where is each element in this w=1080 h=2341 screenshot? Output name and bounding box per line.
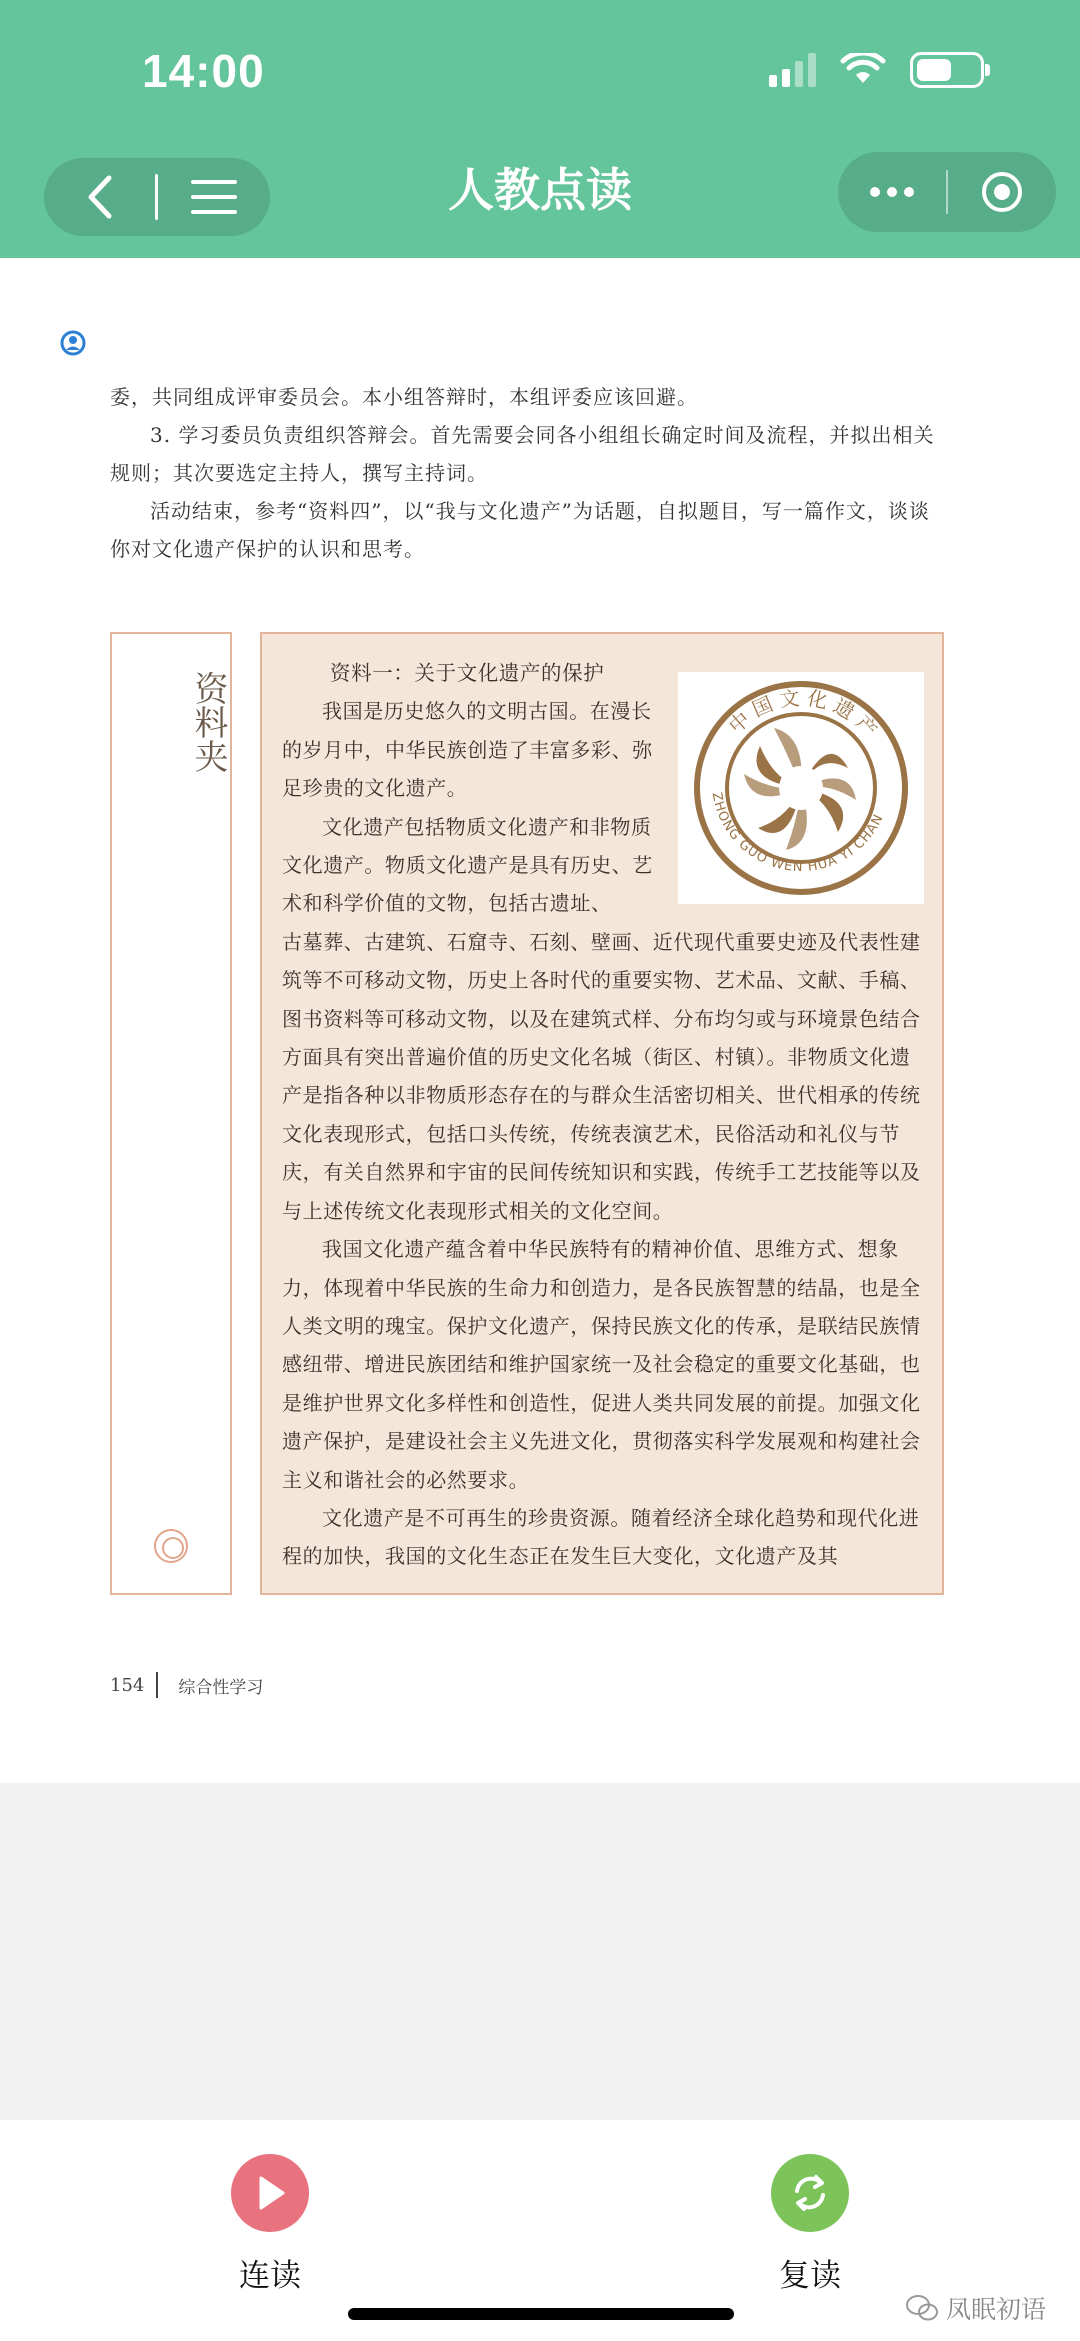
audio-point-icon[interactable] xyxy=(60,330,86,356)
close-miniprogram-button[interactable] xyxy=(948,153,1056,231)
material-paragraph: 我国文化遗产蕴含着中华民族特有的精神价值、思维方式、想象力，体现着中华民族的生命力和创造力，是各民族智慧的结晶，也是全人类文明的瑰宝。保护文化遗产，保持民族文化的传承，是联结民族情感纽带、增进民族团结和维护国家统一及社会稳定的重要文化基础，也是维护世界文化多样性和创造性，促进人类共同发展的前提。加强文化遗产保护，是建设社会主义先进文化，贯彻落实科学发展观和构建社会主义和谐社会的必然要求。 xyxy=(282,1237,921,1492)
svg-text:中国文化遗产: 中国文化遗产 xyxy=(723,685,886,747)
battery-icon xyxy=(910,52,984,88)
intro-line: 委，共同组成评审委员会。本小组答辩时，本组评委应该回避。 xyxy=(110,385,698,409)
target-circle-icon xyxy=(980,170,1024,214)
section-label: 综合性学习 xyxy=(178,1677,264,1698)
more-dots-icon xyxy=(869,186,915,198)
wifi-icon xyxy=(840,53,886,87)
more-button[interactable] xyxy=(838,153,946,231)
material-paragraph: 文化遗产包括物质文化遗产和非物质文化遗产。物质文化遗产是具有历史、艺术和科学价值的文物，包括古遗址、 xyxy=(282,814,653,916)
continuous-read-label: 连读 xyxy=(239,2258,301,2294)
page-number: 154 xyxy=(110,1674,145,1696)
material-box[interactable] xyxy=(260,632,944,1595)
material-paragraph: 古墓葬、古建筑、石窟寺、石刻、壁画、近代现代重要史迹及代表性建筑等不可移动文物，历史上各时代的重要实物、艺术品、文献、手稿、图书资料等可移动文物，以及在建筑式样、分布均匀或与环境景色结合方面具有突出普遍价值的历史文化名城（街区、村镇）。非物质文化遗产是指各种以非物质形态存在的与群众生活密切相关、世代相承的传统文化表现形式，包括口头传统，传统表演艺术，民俗活动和礼仪与节庆，有关自然界和宇宙的民间传统知识和实践，传统手工艺技能等以及与上述传统文化表现形式相关的文化空间。 xyxy=(282,929,921,1223)
folder-tab xyxy=(110,632,232,1595)
intro-line: 活动结束，参考“资料四”，以“我与文化遗产”为话题，自拟题目，写一篇作文，谈谈你对文化遗产保护的认识和思考。 xyxy=(110,499,930,561)
material-paragraph: 我国是历史悠久的文明古国。在漫长的岁月中，中华民族创造了丰富多彩、弥足珍贵的文化遗产。 xyxy=(282,699,653,801)
ring-ornament-icon xyxy=(154,1529,188,1563)
folder-tab-label: 资料夹 xyxy=(188,671,228,773)
repeat-read-button[interactable] xyxy=(750,2154,870,2295)
page-title: 人教点读 xyxy=(448,163,632,217)
intro-text[interactable] xyxy=(110,378,942,568)
repeat-icon[interactable] xyxy=(771,2154,849,2232)
page-footer xyxy=(110,1672,263,1698)
home-indicator[interactable] xyxy=(348,2308,734,2320)
status-icons xyxy=(769,52,984,88)
material-paragraph: 文化遗产是不可再生的珍贵资源。随着经济全球化趋势和现代化进程的加快，我国的文化生态正在发生巨大变化，文化遗产及其 xyxy=(282,1505,920,1569)
material-content xyxy=(282,654,926,1576)
cellular-signal-icon xyxy=(769,53,816,87)
textbook-page xyxy=(0,258,1080,1783)
watermark-text: 凤眠初语 xyxy=(945,2295,1046,2324)
play-icon[interactable] xyxy=(231,2154,309,2232)
playback-controls xyxy=(0,2120,1080,2341)
watermark xyxy=(906,2290,1046,2326)
top-header xyxy=(0,0,1080,258)
svg-text:ZHONG GUO WEN HUA YI CHAN: ZHONG GUO WEN HUA YI CHAN xyxy=(708,791,887,876)
status-time: 14:00 xyxy=(142,45,265,97)
material-heading: 资料一：关于文化遗产的保护 xyxy=(330,661,605,685)
continuous-read-button[interactable] xyxy=(210,2154,330,2295)
wechat-icon xyxy=(906,2294,938,2322)
repeat-read-label: 复读 xyxy=(779,2258,841,2294)
intro-line: 3. 学习委员负责组织答辩会。首先需要会同各小组组长确定时间及流程，并拟出相关规则；其次要选定主持人，撰写主持词。 xyxy=(110,423,935,485)
nav-capsule-right xyxy=(838,152,1056,232)
